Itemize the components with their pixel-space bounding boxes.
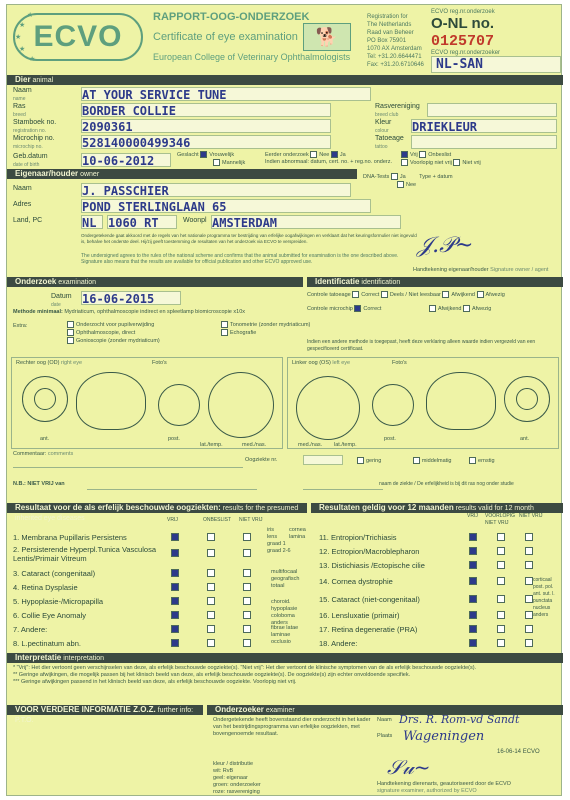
left-result-3-col-2-checkbox[interactable] — [207, 569, 215, 577]
title-en: Certificate of eye examination — [153, 31, 298, 43]
left-result-1-col-2-checkbox[interactable] — [207, 533, 215, 541]
left-result-8-col-2-checkbox[interactable] — [207, 639, 215, 647]
extra-methods: Onderzocht voor pupilverwijding Ophthalmoscopie, direct Gonioscopie (zonder mydriaticum) — [67, 321, 217, 345]
result-row-13: 13. Distichiasis /Ectopische cilie — [319, 561, 425, 570]
earlier-exam: Eerder onderzoek Nee Ja Indien abnormaal: datum, cert. no. + reg.no. onderz. — [265, 151, 393, 165]
right-eye-lens-diagram — [76, 372, 146, 430]
result-row-11: 11. Entropion/Trichiasis — [319, 533, 397, 542]
result-row-3: 3. Cataract (congenitaal) — [13, 569, 96, 578]
right-result-3-col-3-checkbox[interactable] — [525, 561, 533, 569]
right-result-7-col-1-checkbox[interactable] — [469, 625, 477, 633]
right-result-3-col-2-checkbox[interactable] — [497, 561, 505, 569]
sub-options-left: iris lens graad 1 graad 2-6 — [267, 527, 291, 554]
microchip-field[interactable]: 528140000499346 — [81, 135, 331, 149]
right-result-7-col-3-checkbox[interactable] — [525, 625, 533, 633]
right-result-2-col-1-checkbox[interactable] — [469, 547, 477, 555]
certificate-number-box: ECVO reg.nr.onderzoek O-NL no. 0125707 ECVO reg.nr.onderzoeker NL-SAN — [431, 9, 561, 67]
animal-name-field[interactable]: AT YOUR SERVICE TUNE — [81, 87, 371, 101]
right-result-5-col-1-checkbox[interactable] — [469, 595, 477, 603]
result-row-17: 17. Retina degeneratie (PRA) — [319, 625, 418, 634]
breed-club-field[interactable] — [427, 103, 557, 117]
dna-tests: DNA-Tests Ja Type + datum Nee — [363, 173, 453, 188]
left-eye-posterior-diagram — [372, 384, 414, 426]
result-row-5: 5. Hypoplasie-/Micropapilla — [13, 597, 104, 606]
left-result-5-col-2-checkbox[interactable] — [207, 597, 215, 605]
dog-emblem-icon: 🐕 — [303, 23, 351, 51]
severity-options: gering middelmatig ernstig — [357, 457, 557, 465]
left-result-6-col-2-checkbox[interactable] — [207, 611, 215, 619]
right-result-8-col-2-checkbox[interactable] — [497, 639, 505, 647]
left-result-6-col-3-checkbox[interactable] — [243, 611, 251, 619]
result-row-4: 4. Retina Dysplasie — [13, 583, 78, 592]
method: Methode minimaal: Mydriaticum, ophthalmoscopie indirect en spleetlamp biomicroscopie x10x — [13, 309, 246, 315]
left-result-5-col-3-checkbox[interactable] — [243, 597, 251, 605]
left-eye-lens-diagram — [426, 372, 496, 430]
right-result-4-col-1-checkbox[interactable] — [469, 577, 477, 585]
section-examiner: Onderzoeker examiner — [207, 705, 563, 715]
left-result-8-col-1-checkbox[interactable] — [171, 639, 179, 647]
result-row-8: 8. L.pectinatum abn. — [13, 639, 81, 648]
section-further-info: VOOR VERDERE INFORMATIE Z.O.Z. further info: P.T.O. — [7, 705, 203, 715]
left-result-4-col-2-checkbox[interactable] — [207, 583, 215, 591]
right-result-8-col-1-checkbox[interactable] — [469, 639, 477, 647]
distribution-copies: kleur / distributie wit: RvB geel: eigenaar groen: onderzoeker roze: rasvereniging — [213, 761, 261, 795]
cataract-sub-options: corticaal post. pol. ant. sut. l. punctata nucleus anders — [533, 577, 555, 618]
postcode-field[interactable]: 1060 RT — [107, 215, 177, 229]
left-result-2-col-2-checkbox[interactable] — [207, 549, 215, 557]
section-identification: Identificatie identification — [307, 277, 563, 287]
right-result-6-col-3-checkbox[interactable] — [525, 611, 533, 619]
result-row-15: 15. Cataract (niet-congenitaal) — [319, 595, 420, 604]
breed-field[interactable]: BORDER COLLIE — [81, 103, 331, 117]
registration-address: Registration for The Netherlands Raad van Beheer PO Box 75901 1070 AX Amsterdam Tel: +31.20.6644471 Fax: +31.20.6710646 — [367, 14, 424, 68]
left-result-1-col-3-checkbox[interactable] — [243, 533, 251, 541]
examiner-place: Wageningen — [403, 729, 485, 744]
section-results-valid: Resultaten geldig voor 12 maanden results valid for 12 month — [311, 503, 563, 513]
male-checkbox[interactable] — [213, 159, 220, 166]
left-result-2-col-1-checkbox[interactable] — [171, 549, 179, 557]
owner-declaration: Ondergetekende gaat akkoord met de regels van het nationale programma ter bestrijding van erfelijke oogafwijkingen en verklaart dat het keuringsformulier niet ingevuld is, behalve het onderste deel. Hij/zij geeft toestemming de resultaten van het onderzoek via ECVO te verspreiden. — [81, 233, 417, 244]
city-field[interactable]: AMSTERDAM — [211, 215, 401, 229]
owner-signature: 𝒥.𝒫~ — [417, 233, 474, 258]
owner-address-field[interactable]: POND STERLINGLAAN 65 — [81, 199, 371, 213]
tattoo-check: Controle tatoeage Correct Deels / Niet leesbaar Afwijkend Afwezig — [307, 291, 505, 298]
section-exam: Onderzoek examination — [7, 277, 303, 287]
left-result-3-col-1-checkbox[interactable] — [171, 569, 179, 577]
chip-check: Controle microchip Correct Afwijkend Afwezig — [307, 305, 492, 312]
result-row-16: 16. Lensluxatie (primair) — [319, 611, 400, 620]
right-result-6-col-2-checkbox[interactable] — [497, 611, 505, 619]
certificate-page: ECVO ★ ★ ★ ★ ★ RAPPORT-OOG-ONDERZOEK Certificate of eye examination European College of Veterinary Ophthalmologists 🐕 Registration for The Netherlands Raad van Beheer PO Box 75901 1070 AX Amsterdam Tel: +31.20.6644471 Fax: +31.20.6710646 ECVO reg.nr.onderzoek O-NL no. 0125707 ECVO reg.nr.onderzoeker NL-SAN Dier animal Naam name AT YOUR SERVICE TUNE Ras breed BORDER COLLIE Rasvereniging breed club Stamboek no. registration no. 2090361 Kleur colour DRIEKLEUR Microchip no. microchip no. 528140000499346 Tatoeage tattoo Geb.datum date of birth 10-06-2012 Geslacht Vrouwelijk Mannelijk Eerder onderzoek Nee Ja Indien abnormaal: datum, cert. no. + reg.no. onderz. Vrij Onbeslist Voorlopig niet vrij Niet vrij DNA-Tests Ja Type + datum Nee Eigenaar/houder owner Naam J. PASSCHIER Adres POND STERLINGLAAN 65 Land, PC NL 1060 RT Woonpl AMSTERDAM Ondergetekende gaat akkoord met de regels van het nationale programma ter bestrijding van erfelijke oogafwijkingen en verklaart dat het keuringsformulier niet ingevuld is, behalve het onderste deel. Hij/zij geeft toestemming de resultaten van het onderzoek via ECVO te verspreiden. The undersigned agrees to the rules of the national scheme and confirms that the animal submitted for examination is the one described above. Signature also means that the results are available for official publication and other ECVO approved use. 𝒥.𝒫~ Handtekening eigenaar/houder Signature owner / agent Onderzoek examination Identificatie identification Datum date 16-06-2015 Controle tatoeage Correct Deels / Niet leesbaar Afwijkend Afwezig Controle microchip Correct Afwijkend Afwezig Methode minimaal: Mydriaticum, ophthalmoscopie indirect en spleetlamp biomicroscopie x10x Extra: Onderzocht voor pupilverwijding Ophthalmoscopie, direct Gonioscopie (zonder mydriaticum) Tonometrie (zonder mydriaticum) Echografie Indien een andere methode is toegepast, heeft deze verklaring alleen waarde indien vergezeld van een gespecificeerd certificaat. Rechter oog (OD) right eye Foto's ant. post. lat./temp. med./nas. Linker oog (OS) left eye Foto's med./nas. lat./temp. post. ant. Commentaar: comments Oogziekte nr. gering middelmatig ernstig N.B.: NIET VRIJ van naam de ziekte / De erfelijkheid is bij dit ras nog onder studie Resultaat voor de als erfelijk beschouwde oogziekten: results for the presumed inherited eye diseases Resultaten geldig voor 12 maanden results valid for 12 month VRIJ ONBESLIST NIET VRIJ 1. Membrana Pupillaris Persistens 2. Persisterende Hyperpl.Tunica Vasculosa Lentis/Primair Vitreum 3. Cataract (congenitaal) 4. Retina Dysplasie 5. Hypoplasie-/Micropapilla 6. Collie Eye Anomaly 7. Andere: 8. L.pectinatum abn. iris lens graad 1 graad 2-6 cornea lamina multifocaal geografisch totaal choroid. hypoplasie coloboma anders fibrae latae laminae occlusio VRIJ VOORLOPIG NIET VRIJ NIET VRIJ 11. Entropion/Trichiasis 12. Ectropion/Macroblepharon 13. Distichiasis /Ectopische cilie 14. Cornea dystrophie 15. Cataract (niet-congenitaal) 16. Lensluxatie (primair) 17. Retina degeneratie (PRA) 18. Andere: corticaal post. pol. ant. sut. l. punctata nucleus anders Interpretatie interpretation * "Vrij": Het dier vertoont geen verschijnselen van deze, als erfelijk beschouwde oogziekte(s). "Niet vrij": Het dier vertoont de klinische symptomen van de als erfelijk beschouwde oogziekte(s). ** Geringe afwijkingen, die mogelijk passen bij het klinisch beeld van deze, als erfelijk beschouwde oogziekte(s). De oogziekte(s) zijn echter onvoldoende specifiek. *** Geringe afwijkingen passend in het klinisch beeld van deze, als erfelijk beschouwde oogziekte. Voorlopig niet vrij. VOOR VERDERE INFORMATIE Z.O.Z. further info: P.T.O. Onderzoeker examiner Ondergetekende heeft bovenstaand dier onderzocht in het kader van het bestrijdingsprogramma van erfelijke oogziekten, met bovengenoemde resultaat. Naam Drs. R. Rom-vd Sandt Plaats Wageningen 16-06-14 ECVO kleur / distributie wit: RvB geel: eigenaar groen: onderzoeker roze: rasvereniging 𝒮𝓊~ Handtekening dierenarts, geautoriseerd door de ECVO signature examiner, authorized by ECVO — [6, 4, 562, 796]
right-eye-fundus-diagram — [208, 372, 274, 438]
colour-field[interactable]: DRIEKLEUR — [411, 119, 557, 133]
right-result-2-col-3-checkbox[interactable] — [525, 547, 533, 555]
left-result-7-col-2-checkbox[interactable] — [207, 625, 215, 633]
left-result-4-col-3-checkbox[interactable] — [243, 583, 251, 591]
exam-date-field[interactable]: 16-06-2015 — [81, 291, 181, 305]
result-row-7: 7. Andere: — [13, 625, 48, 634]
right-result-8-col-3-checkbox[interactable] — [525, 639, 533, 647]
interpretation-text: * "Vrij": Het dier vertoont geen verschijnselen van deze, als erfelijk beschouwde oogziekte(s). "Niet vrij": Het dier vertoont de klinische symptomen van de als erfelijk beschouwde oogziekte(s). ** Geringe afwijkingen, die mogelijk passen bij het klinisch beeld van deze, als erfelijk beschouwde oogziekte(s). De oogziekte(s) zijn echter onvoldoende specifiek. *** Geringe afwijkingen passend in het klinisch beeld van deze, als erfelijk beschouwde oogziekte. Voorlopig niet vrij. — [13, 665, 477, 685]
studbook-field[interactable]: 2090361 — [81, 119, 331, 133]
left-result-3-col-3-checkbox[interactable] — [243, 569, 251, 577]
right-result-5-col-3-checkbox[interactable] — [525, 595, 533, 603]
right-result-5-col-2-checkbox[interactable] — [497, 595, 505, 603]
left-result-6-col-1-checkbox[interactable] — [171, 611, 179, 619]
result-row-6: 6. Collie Eye Anomaly — [13, 611, 86, 620]
owner-name-field[interactable]: J. PASSCHIER — [81, 183, 351, 197]
section-animal: Dier animal — [7, 75, 563, 85]
left-result-7-col-3-checkbox[interactable] — [243, 625, 251, 633]
right-eye-posterior-diagram — [158, 384, 200, 426]
country-field[interactable]: NL — [81, 215, 103, 229]
female-checkbox[interactable] — [200, 151, 207, 158]
right-result-4-col-3-checkbox[interactable] — [525, 577, 533, 585]
right-result-1-col-1-checkbox[interactable] — [469, 533, 477, 541]
left-result-1-col-1-checkbox[interactable] — [171, 533, 179, 541]
section-results-inherited: Resultaat voor de als erfelijk beschouwde oogziekten: results for the presumed inherited eye diseases — [7, 503, 307, 513]
section-interpretation: Interpretatie interpretation — [7, 653, 563, 663]
right-result-4-col-2-checkbox[interactable] — [497, 577, 505, 585]
college-name: European College of Veterinary Ophthalmologists — [153, 52, 351, 62]
stamp-date: 16-06-14 ECVO — [497, 749, 540, 755]
comment-label: Commentaar: comments — [13, 451, 74, 457]
left-eye-panel: Linker oog (OS) left eye Foto's med./nas. lat./temp. post. ant. — [287, 357, 559, 449]
section-owner: Eigenaar/houder owner — [7, 169, 357, 179]
result-row-2: 2. Persisterende Hyperpl.Tunica Vasculosa Lentis/Primair Vitreum — [13, 545, 156, 563]
right-result-1-col-3-checkbox[interactable] — [525, 533, 533, 541]
examiner-statement: Ondergetekende heeft bovenstaand dier onderzocht in het kader van het bestrijdingsprogramma van erfelijke oogziekten, met bovengenoemde resultaat. — [213, 717, 371, 737]
examiner-signature: 𝒮𝓊~ — [387, 755, 431, 779]
ecvo-logo: ECVO — [13, 13, 143, 61]
right-result-1-col-2-checkbox[interactable] — [497, 533, 505, 541]
other-method-note: Indien een andere methode is toegepast, heeft deze verklaring alleen waarde indien vergezeld van een gespecificeerd certificaat. — [307, 339, 536, 352]
right-eye-panel: Rechter oog (OD) right eye Foto's ant. post. lat./temp. med./nas. — [11, 357, 283, 449]
sex-options: Geslacht Vrouwelijk Mannelijk — [177, 151, 246, 166]
title-nl: RAPPORT-OOG-ONDERZOEK — [153, 11, 310, 23]
result-row-14: 14. Cornea dystrophie — [319, 577, 393, 586]
dob-field[interactable]: 10-06-2012 — [81, 153, 171, 167]
left-result-5-col-1-checkbox[interactable] — [171, 597, 179, 605]
left-result-4-col-1-checkbox[interactable] — [171, 583, 179, 591]
left-result-8-col-3-checkbox[interactable] — [243, 639, 251, 647]
right-result-6-col-1-checkbox[interactable] — [469, 611, 477, 619]
owner-declaration-en: The undersigned agrees to the rules of the national scheme and confirms that the animal submitted for examination is the one described above. Signature also means that the results are available for official publication and other ECVO approved use. — [81, 253, 399, 265]
header: ECVO ★ ★ ★ ★ ★ RAPPORT-OOG-ONDERZOEK Certificate of eye examination European College of Veterinary Ophthalmologists 🐕 Registration for The Netherlands Raad van Beheer PO Box 75901 1070 AX Amsterdam Tel: +31.20.6644471 Fax: +31.20.6710646 ECVO reg.nr.onderzoek O-NL no. 0125707 ECVO reg.nr.onderzoeker NL-SAN — [7, 5, 563, 75]
left-result-7-col-1-checkbox[interactable] — [171, 625, 179, 633]
result-row-12: 12. Ectropion/Macroblepharon — [319, 547, 420, 556]
earlier-result: Vrij Onbeslist Voorlopig niet vrij Niet vrij — [401, 151, 561, 167]
result-row-18: 18. Andere: — [319, 639, 358, 648]
right-result-2-col-2-checkbox[interactable] — [497, 547, 505, 555]
name-label: Naam name — [13, 87, 32, 102]
certificate-number: 0125707 — [431, 33, 495, 50]
examiner-reg-number: NL-SAN — [431, 56, 561, 73]
left-eye-fundus-diagram — [296, 376, 360, 440]
result-row-1: 1. Membrana Pupillaris Persistens — [13, 533, 127, 542]
examiner-name: Drs. R. Rom-vd Sandt — [399, 713, 520, 726]
left-result-2-col-3-checkbox[interactable] — [243, 549, 251, 557]
tattoo-field[interactable] — [411, 135, 557, 149]
right-result-3-col-1-checkbox[interactable] — [469, 561, 477, 569]
right-result-7-col-2-checkbox[interactable] — [497, 625, 505, 633]
